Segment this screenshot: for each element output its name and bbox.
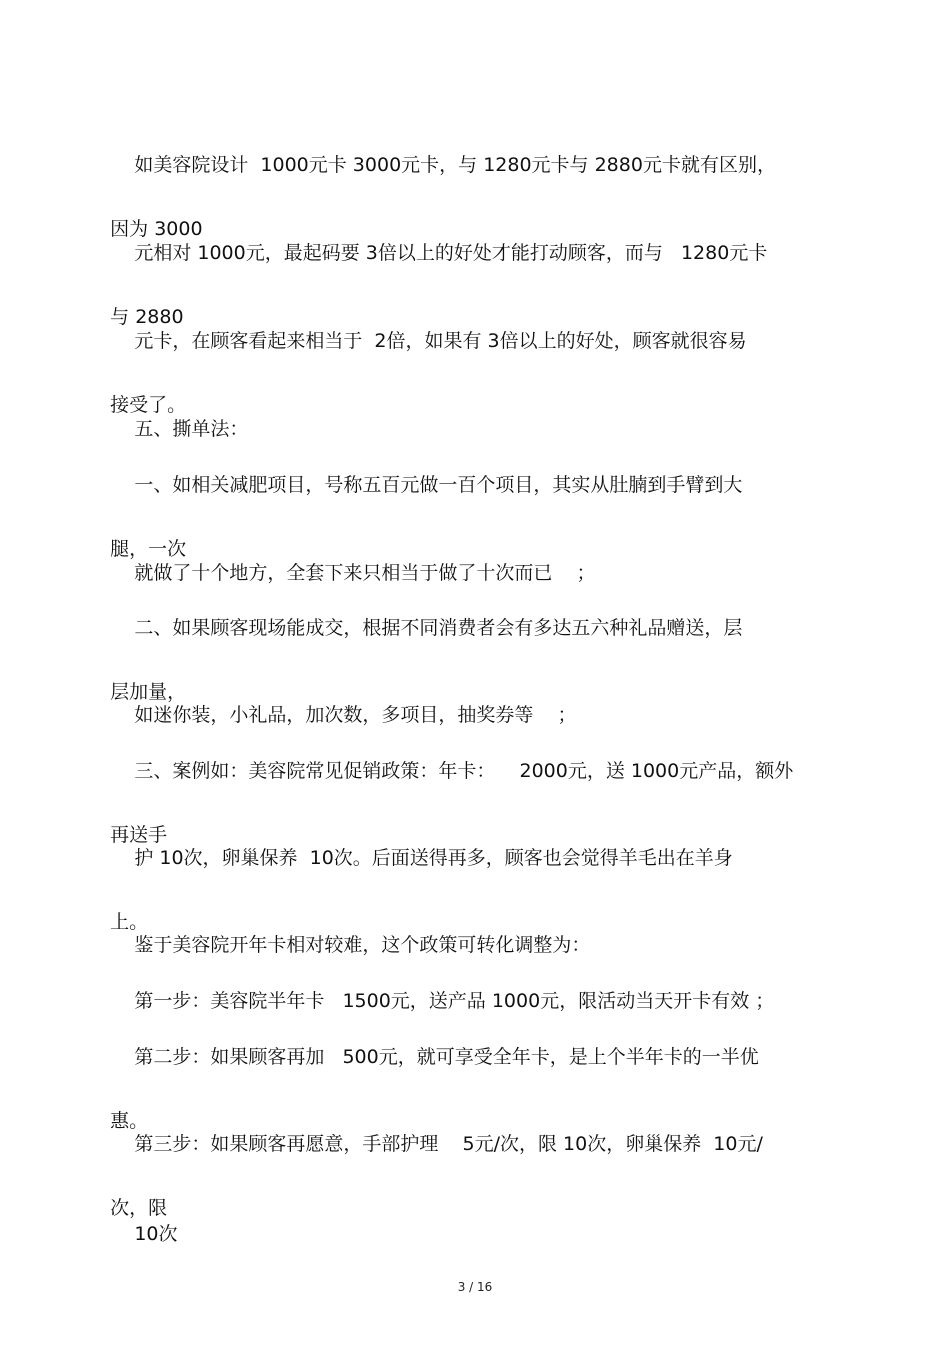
paragraph-line: 如美容院设计 1000元卡 3000元卡，与 1280元卡与 2880元卡就有区别， (110, 154, 776, 176)
paragraph-line: 第三步：如果顾客再愿意，手部护理 5元/次，限 10次，卵巢保养 10元/ (110, 1133, 763, 1155)
paragraph-line: 就做了十个地方，全套下来只相当于做了十次而已 ； (110, 562, 596, 584)
paragraph-line: 与 2880 (110, 306, 184, 328)
paragraph-line: 元相对 1000元，最起码要 3倍以上的好处才能打动顾客，而与 1280元卡 (110, 242, 768, 264)
paragraph-line: 上。 (110, 911, 149, 933)
paragraph-line: 护 10次，卵巢保养 10次。后面送得再多，顾客也会觉得羊毛出在羊身 (110, 847, 733, 869)
paragraph-line: 元卡，在顾客看起来相当于 2倍，如果有 3倍以上的好处，顾客就很容易 (110, 330, 747, 352)
paragraph-line: 再送手 (110, 824, 168, 846)
paragraph-line: 第二步：如果顾客再加 500元，就可享受全年卡，是上个半年卡的一半优 (110, 1046, 759, 1068)
paragraph-line: 惠。 (110, 1110, 149, 1132)
paragraph-line: 如迷你装，小礼品，加次数，多项目，抽奖券等 ； (110, 704, 577, 726)
paragraph-line: 因为 3000 (110, 218, 203, 240)
paragraph-line: 10次 (110, 1223, 178, 1245)
paragraph-line: 三、案例如：美容院常见促销政策：年卡： 2000元，送 1000元产品，额外 (110, 760, 794, 782)
paragraph-line: 第一步：美容院半年卡 1500元，送产品 1000元，限活动当天开卡有效 ； (110, 990, 775, 1012)
paragraph-line: 一、如相关减肥项目，号称五百元做一百个项目，其实从肚腩到手臂到大 (110, 474, 743, 496)
paragraph-15 (86, 1186, 866, 1282)
paragraph-line: 接受了。 (110, 394, 187, 416)
paragraph-line: 次，限 (110, 1197, 168, 1219)
paragraph-line: 层加量， (110, 681, 187, 703)
page-number: 3 / 16 (457, 1280, 493, 1294)
paragraph-line: 鉴于美容院开年卡相对较难，这个政策可转化调整为： (110, 934, 591, 956)
paragraph-line: 五、撕单法： (110, 418, 249, 440)
paragraph-line: 二、如果顾客现场能成交，根据不同消费者会有多达五六种礼品赠送，层 (110, 617, 743, 639)
paragraph-line: 腿，一次 (110, 538, 187, 560)
